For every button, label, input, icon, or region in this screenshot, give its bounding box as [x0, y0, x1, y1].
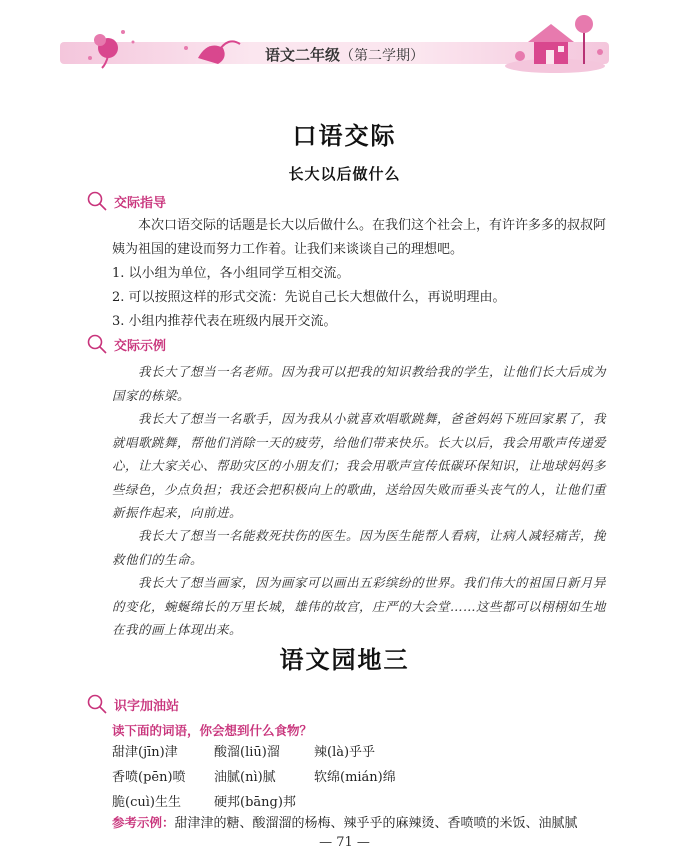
book-subtitle: （第二学期）	[340, 48, 424, 64]
guide-step-3: 3. 小组内推荐代表在班级内展开交流。	[112, 314, 337, 329]
section-title-garden: 语文园地三	[279, 646, 410, 674]
header-title	[0, 44, 689, 65]
word-item: 辣(là)乎乎	[314, 745, 376, 760]
example-paragraph-painter: 我长大了想当画家，因为画家可以画出五彩缤纷的世界。我们伟大的祖国日新月异的变化，蜿蜒绵长的万里长城，雄伟的故宫，庄严的大会堂……这些都可以栩栩如生地在我的画上体现出来。	[112, 575, 607, 637]
guide-label: 交际指导	[114, 195, 167, 211]
topic-title: 长大以后做什么	[288, 165, 401, 183]
word-item: 脆(cuì)生生	[112, 795, 181, 810]
example-label: 交际示例	[114, 338, 167, 354]
word-item: 油腻(nì)腻	[214, 770, 276, 785]
magnifier-icon	[86, 190, 110, 212]
guide-paragraph: 本次口语交际的话题是长大以后做什么。在我们这个社会上，有许许多多的叔叔阿姨为祖国的建设而努力工作着。让我们来谈谈自己的理想吧。	[112, 218, 607, 257]
station-label: 识字加油站	[114, 698, 180, 714]
word-row	[112, 738, 532, 763]
station-question: 读下面的词语，你会想到什么食物？	[112, 723, 313, 738]
example-paragraph-teacher: 我长大了想当一名老师。因为我可以把我的知识教给我的学生，让他们长大后成为国家的栋梁。	[112, 364, 607, 403]
reference-text: 甜津津的糖、酸溜溜的杨梅、辣乎乎的麻辣烫、香喷喷的米饭、油腻腻	[174, 816, 578, 831]
word-item: 香喷(pēn)喷	[112, 770, 186, 785]
word-item: 软绵(mián)绵	[314, 770, 396, 785]
word-item: 甜津(jīn)津	[112, 745, 178, 760]
word-row	[112, 763, 532, 788]
station-heading	[86, 693, 179, 715]
example-paragraph-doctor: 我长大了想当一名能救死扶伤的医生。因为医生能帮人看病，让病人减轻痛苦，挽救他们的生命。	[112, 528, 607, 567]
magnifier-icon	[86, 333, 110, 355]
page-number: — 71 —	[319, 835, 370, 850]
word-list	[112, 738, 532, 813]
example-paragraph-singer: 我长大了想当一名歌手，因为我从小就喜欢唱歌跳舞，爸爸妈妈下班回家累了，我就唱歌跳舞，帮他们消除一天的疲劳，给他们带来快乐。长大以后，我会用歌声传递爱心，让大家关心、帮助灾区的小朋友们；我会用歌声宣传低碳环保知识，让地球妈妈多些绿色，少点负担；我还会把积极向上的歌曲，送给因失败而垂头丧气的人，让他们重新振作起来，向前进。	[112, 411, 607, 520]
word-item: 酸溜(liū)溜	[214, 745, 280, 760]
word-item: 硬邦(bāng)邦	[214, 795, 296, 810]
reference-example	[112, 812, 612, 831]
word-row	[112, 788, 532, 813]
magnifier-icon	[86, 693, 110, 715]
page-header	[0, 0, 689, 80]
example-heading	[86, 333, 166, 355]
guide-step-1: 1. 以小组为单位，各小组同学互相交流。	[112, 266, 350, 281]
book-title: 语文二年级	[264, 46, 340, 64]
guide-heading	[86, 190, 166, 212]
guide-step-2: 2. 可以按照这样的形式交流：先说自己长大想做什么，再说明理由。	[112, 290, 506, 305]
reference-label: 参考示例：	[112, 815, 175, 830]
section-title-oral: 口语交际	[292, 122, 397, 150]
